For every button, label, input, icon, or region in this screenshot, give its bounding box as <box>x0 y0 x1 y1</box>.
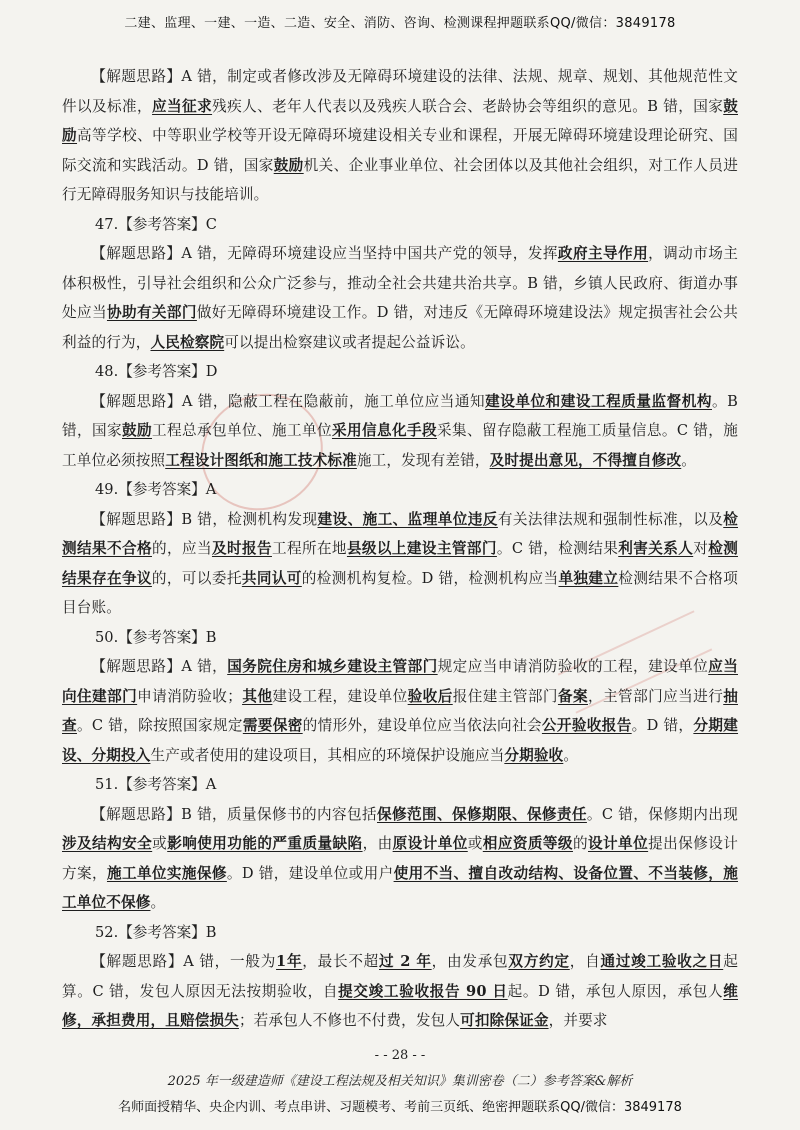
key-point: 可扣除保证金 <box>460 1012 549 1029</box>
explanation-text: 。C 错，保修期内出现 <box>586 805 738 823</box>
explanation-text: 【解题思路】A 错，制定或者修改涉及无障碍环境建设的法律、法规、规章、规划、其他规范性文件以及标准， <box>62 68 738 115</box>
key-point: 验收后 <box>407 687 453 705</box>
explanation-text: 报住建主管部门 <box>452 687 558 705</box>
key-point: 应当向住建部门 <box>62 658 738 705</box>
key-point: 鼓励 <box>62 97 738 144</box>
explanation-text: 建设工程，建设单位 <box>272 687 408 705</box>
key-point: 抽查 <box>62 687 738 734</box>
key-point: 其他 <box>242 687 273 705</box>
key-point: 保修范围、保修期限、保修责任 <box>377 805 587 823</box>
key-point: 设计单位 <box>588 835 649 852</box>
explanation-text: 。B 错，国家 <box>62 392 738 439</box>
explanation-text: 。C 错，除按照国家规定 <box>76 717 243 734</box>
explanation-text: 可以提出检察建议或者提起公益诉讼。 <box>224 333 475 351</box>
explanation-text: 【解题思路】B 错，检测机构发现 <box>91 510 318 528</box>
key-point: 需要保密 <box>242 717 303 734</box>
key-point: 应当征求 <box>152 97 213 115</box>
key-point: 建设单位和建设工程质量监督机构 <box>485 392 712 410</box>
key-point: 影响使用功能的严重质量缺陷 <box>167 835 363 852</box>
explanation-paragraph <box>62 947 738 1036</box>
explanation-text: ，最长不超 <box>302 953 380 970</box>
key-point: 共同认可 <box>241 569 302 587</box>
explanation-text: 。 <box>563 746 579 764</box>
key-point: 检测结果不合格 <box>62 510 738 557</box>
answer-line: 48.【参考答案】D <box>95 363 218 380</box>
key-point: 原设计单位 <box>392 835 468 852</box>
explanation-text: 采集、留存隐蔽工程施工质量信息。C 错，施工单位必须按照 <box>62 422 738 469</box>
key-point: 分期建设、分期投入 <box>62 717 739 764</box>
explanation-text: 的 <box>572 835 588 852</box>
key-point: 相应资质等级 <box>482 835 573 852</box>
explanation-text: 。D 错， <box>631 717 694 734</box>
page-number: - - 28 - - <box>374 1048 426 1063</box>
key-point: 使用不当、擅自改动结构、设备位置、不当装修，施工单位不保修 <box>62 864 739 911</box>
key-point: 建设、施工、监理单位违反 <box>317 510 498 528</box>
footer-contact-banner: 名师面授精华、央企内训、考点串讲、习题模考、考前三页纸、绝密押题联系QQ/微信：3849178 <box>118 1100 682 1115</box>
explanation-text: 【解题思路】A 错， <box>91 658 228 675</box>
explanation-text: 施工，发现有差错， <box>356 451 490 469</box>
key-point: 国务院住房和城乡建设主管部门 <box>227 658 438 675</box>
key-point: 利害关系人 <box>618 540 694 557</box>
key-point: 备案 <box>557 687 588 705</box>
explanation-text: 对 <box>693 540 709 557</box>
explanation-text: 高等学校、中等职业学校等开设无障碍环境建设相关专业和课程，开展无障碍环境建设理论研究、国际交流和实践活动。D 错，国家 <box>62 127 738 174</box>
explanation-text: 或 <box>152 835 168 852</box>
key-point: 采用信息化手段 <box>331 422 437 439</box>
explanation-text: 提出保修设计方案， <box>62 835 738 882</box>
explanation-paragraph <box>62 800 738 918</box>
key-point: 提交竣工验收报告 90 日 <box>338 982 508 1000</box>
explanation-text: 起。D 错，承包人原因，承包人 <box>507 982 724 1000</box>
explanation-text: 做好无障碍环境建设工作。D 错，对违反《无障碍环境建设法》规定损害社会公共利益的行为， <box>62 304 739 351</box>
footer-title: 2025 年一级建造师《建设工程法规及相关知识》集训密卷（二）参考答案&解析 <box>167 1074 633 1089</box>
key-point: 及时报告 <box>211 540 272 557</box>
key-point: 涉及结构安全 <box>62 835 153 852</box>
explanation-text: 。 <box>150 894 166 911</box>
key-point: 鼓励 <box>273 156 304 174</box>
explanation-paragraph <box>62 62 738 210</box>
explanation-text: 生产或者使用的建设项目，其相应的环境保护设施应当 <box>150 746 505 764</box>
answer-line: 51.【参考答案】A <box>95 776 217 793</box>
explanation-text: 或 <box>467 835 483 852</box>
explanation-text: 工程总承包单位、施工单位 <box>152 422 332 439</box>
explanation-text: 申请消防验收； <box>137 687 243 705</box>
explanation-text: 【解题思路】A 错，隐蔽工程在隐蔽前，施工单位应当通知 <box>91 392 486 410</box>
key-point: 分期验收 <box>504 746 564 764</box>
explanation-text: 检测结果不合格项目台账。 <box>62 569 739 616</box>
explanation-text: ，并要求 <box>548 1012 608 1029</box>
key-point: 公开验收报告 <box>541 717 632 734</box>
answer-line: 47.【参考答案】C <box>95 215 217 233</box>
key-point: 检测结果存在争议 <box>62 540 738 587</box>
explanation-text: 的，可以委托 <box>151 569 242 587</box>
explanation-text: ，主管部门应当进行 <box>587 687 724 705</box>
key-point: 维修，承担费用，且赔偿损失 <box>62 982 738 1029</box>
explanation-text: ，自 <box>569 953 601 970</box>
answer-line: 49.【参考答案】A <box>95 481 217 498</box>
explanation-text: 【解题思路】A 错，无障碍环境建设应当坚持中国共产党的领导，发挥 <box>91 245 558 262</box>
explanation-text: ，由 <box>362 835 393 852</box>
key-point: 鼓励 <box>122 422 152 439</box>
key-point: 人民检察院 <box>150 333 225 351</box>
explanation-text: 。 <box>681 451 697 469</box>
explanation-text: 机关、企业事业单位、社会团体以及其他社会组织，对工作人员进行无障碍服务知识与技能培训。 <box>62 156 738 203</box>
key-point: 通过竣工验收之日 <box>600 953 724 970</box>
key-point: 双方约定 <box>508 953 570 970</box>
key-point: 施工单位实施保修 <box>106 864 227 882</box>
key-point: 县级以上建设主管部门 <box>346 540 497 557</box>
key-point: 政府主导作用 <box>557 245 649 262</box>
explanation-paragraph <box>62 652 738 770</box>
explanation-text: 有关法律法规和强制性标准，以及 <box>497 510 724 528</box>
explanation-paragraph <box>62 387 738 476</box>
key-point: 工程设计图纸和施工技术标准 <box>165 451 357 469</box>
key-point: 协助有关部门 <box>106 304 197 321</box>
explanation-paragraph <box>62 239 738 357</box>
explanation-text: 。C 错，检测结果 <box>496 540 619 557</box>
explanation-paragraph <box>62 505 738 623</box>
key-point: 过 2 年 <box>379 953 432 970</box>
key-point: 及时提出意见，不得擅自修改 <box>489 451 682 469</box>
key-point: 1年 <box>276 953 303 970</box>
explanation-text: ，由发承包 <box>431 953 509 970</box>
answer-line: 50.【参考答案】B <box>95 628 217 646</box>
explanation-text: 工程所在地 <box>271 540 347 557</box>
answer-line: 52.【参考答案】B <box>95 923 217 941</box>
explanation-text: 。D 错，建设单位或用户 <box>226 864 394 882</box>
explanation-text: 的检测机构复检。D 错，检测机构应当 <box>301 569 559 587</box>
explanation-text: 规定应当申请消防验收的工程，建设单位 <box>437 658 709 675</box>
explanation-text: 的，应当 <box>151 540 212 557</box>
answer-explanations <box>62 62 738 1036</box>
explanation-text: 的情形外，建设单位应当依法向社会 <box>302 717 542 734</box>
explanation-text: ；若承包人不修也不付费，发包人 <box>238 1012 461 1029</box>
explanation-text: 【解题思路】A 错，一般为 <box>91 953 277 970</box>
explanation-text: 起算。C 错，发包人原因无法按期验收，自 <box>62 953 738 1000</box>
header-contact-banner: 二建、监理、一建、一造、二造、安全、消防、咨询、检测课程押题联系QQ/微信：3849178 <box>124 16 676 31</box>
explanation-text: 【解题思路】B 错，质量保修书的内容包括 <box>91 805 377 823</box>
explanation-text: ，调动市场主体积极性，引导社会组织和公众广泛参与，推动全社会共建共治共享。B 错，乡镇人民政府、街道办事处应当 <box>62 245 739 321</box>
explanation-text: 残疾人、老年人代表以及残疾人联合会、老龄协会等组织的意见。B 错，国家 <box>212 97 724 115</box>
key-point: 单独建立 <box>558 569 619 587</box>
